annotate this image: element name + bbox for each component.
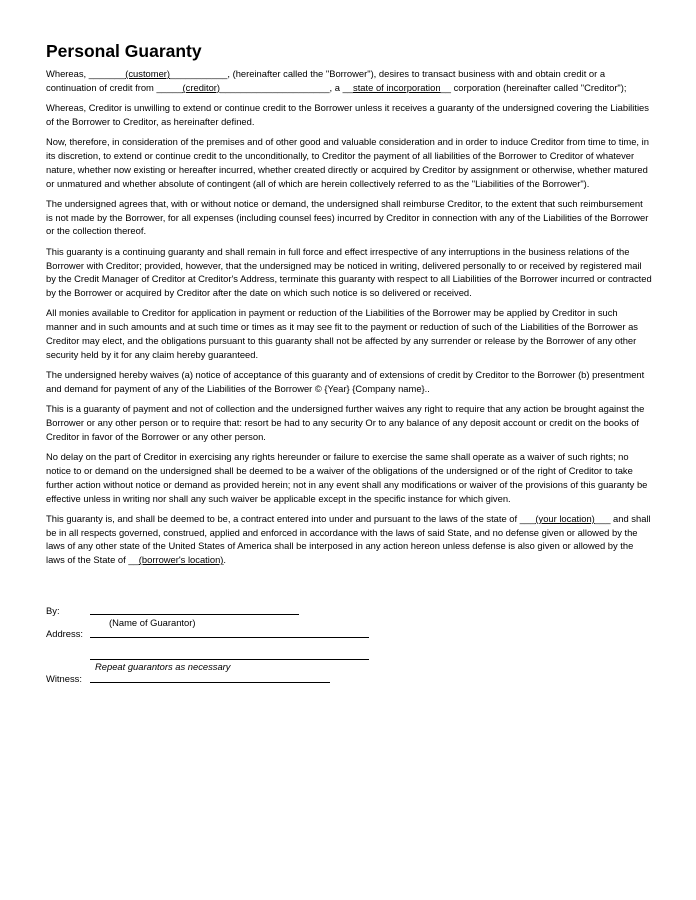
address-line-2[interactable] [90,659,369,660]
paragraph-no-delay: No delay on the part of Creditor in exercising any rights hereunder or failure to exercise the same shall operate as a waiver of such rights; no notice to or demand on the undersigned shall be deemed to be a waiver of the obligations of the undersigned or of the right of Creditor to take further action without notice or demand as provided herein; not in any event shall any modifications or waiver of the provisions of this guaranty be effective unless in writing nor shall any such waiver be applicable except in the specific instance for which given. [46,451,648,504]
address-line-1[interactable] [90,637,369,638]
paragraph-waivers: The undersigned hereby waives (a) notice of acceptance of this guaranty and of extensions of credit by Creditor to the Borrower (b) presentment and demand for payment of any of the Liabilities of the Borrower © {Year} {Company name}.. [46,369,645,394]
state-placeholder: state of incorporation [353,81,441,93]
guarantor-signature-line[interactable] [90,614,299,615]
paragraph-reimbursement: The undersigned agrees that, with or without notice or demand, the undersigned shall reimburse Creditor, to the extent that such reimbursement is not made by the Borrower, for all expenses (including counsel fees) incurred by Creditor in connection with any of the Liabilities of the Borrower or the collection thereof. [46,197,649,237]
customer-placeholder: (customer) [125,68,171,79]
paragraph-continuing-guaranty: This guaranty is a continuing guaranty and shall remain in full force and effect irrespective of any interruptions in the business relations of the Borrower with Creditor; provided, however, that the undersigned may be noticed in writing, delivered personally to or received by registered mail by the Credit Manager of Creditor at Creditor's Address, terminate this guaranty with respect to all Liabilities of the Borrower incurred or contracted by the Borrower or acquired by Creditor after the date on which such notice is so delivered or received. [46,245,652,299]
document-title: Personal Guaranty [46,41,202,61]
by-label: By: [46,605,60,616]
witness-signature-line[interactable] [90,682,330,683]
your-location-placeholder: (your location) [535,512,595,524]
paragraph-monies: All monies available to Creditor for application in payment or reduction of the Liabilities of the Borrower may be applied by Creditor in such manner and in such amounts and at such time or times as it may see fit to the payment or reduction of such of the Liabilities of the Borrower as Creditor may elect, and the obligations pursuant to this guaranty shall not be affected by any surrender or release by the Borrower of any other security held by it for any claim hereby guaranteed. [46,307,638,360]
name-of-guarantor-caption: (Name of Guarantor) [109,617,196,628]
repeat-guarantors-note: Repeat guarantors as necessary [95,661,231,672]
paragraph-guaranty-of-payment: This is a guaranty of payment and not of collection and the undersigned further waives any right to require that any action be brought against the Borrower or any other person or to require that: resort be had to any security Or to any balance of any deposit account or credit on the books of Creditor in favor of the Borrower or any other person. [46,403,645,442]
p10-text-3: . [223,554,227,566]
paragraph-whereas-borrower [46,67,652,95]
p10-text-2: ___ and shall be in all respects governed, construed, applied and enforced in accordance with the laws of said State, and no defense given or allowed by the laws of any other state of the United States of America shall be interposed in any action hereon unless defense is also given or allowed by the laws of the State of __ [46,512,651,566]
witness-label: Witness: [46,673,82,684]
p10-text-1: This guaranty is, and shall be deemed to be, a contract entered into under and pursuant to the laws of the state of ___ [46,512,536,524]
borrower-location-placeholder: (borrower's location) [138,554,224,566]
paragraph-governing-law [46,512,652,567]
document-body [46,67,652,574]
creditor-placeholder: (creditor) [182,81,221,93]
p1-text-1: Whereas, _______ [46,68,126,79]
p1-text-2: ___________, (hereinafter called the "Borrower"), desires to transact business with and obtain credit or a continuation of credit from _____ [46,68,606,93]
address-label: Address: [46,628,83,639]
paragraph-whereas-creditor: Whereas, Creditor is unwilling to extend or continue credit to the Borrower unless it receives a guaranty of the undersigned covering the Liabilities of the Borrower to Creditor, as hereinafter defined. [46,102,649,127]
p1-text-3: _____________________, a __ [220,81,354,93]
p1-text-4: __ corporation (hereinafter called "Creditor"); [440,81,627,93]
paragraph-consideration: Now, therefore, in consideration of the premises and of other good and valuable consideration and in order to induce Creditor from time to time, in its discretion, to extend or continue credit to the unconditionally, to Creditor the payment of all liabilities of the Borrower to Creditor of whatever nature, whether now existing or hereafter incurred, whether created directly or acquired by Creditor by assignment or otherwise, whether matured or unmatured and whether absolute of contingent (all of which are herein collectively referred to as the "Liabilities of the Borrower"). [46,136,649,189]
